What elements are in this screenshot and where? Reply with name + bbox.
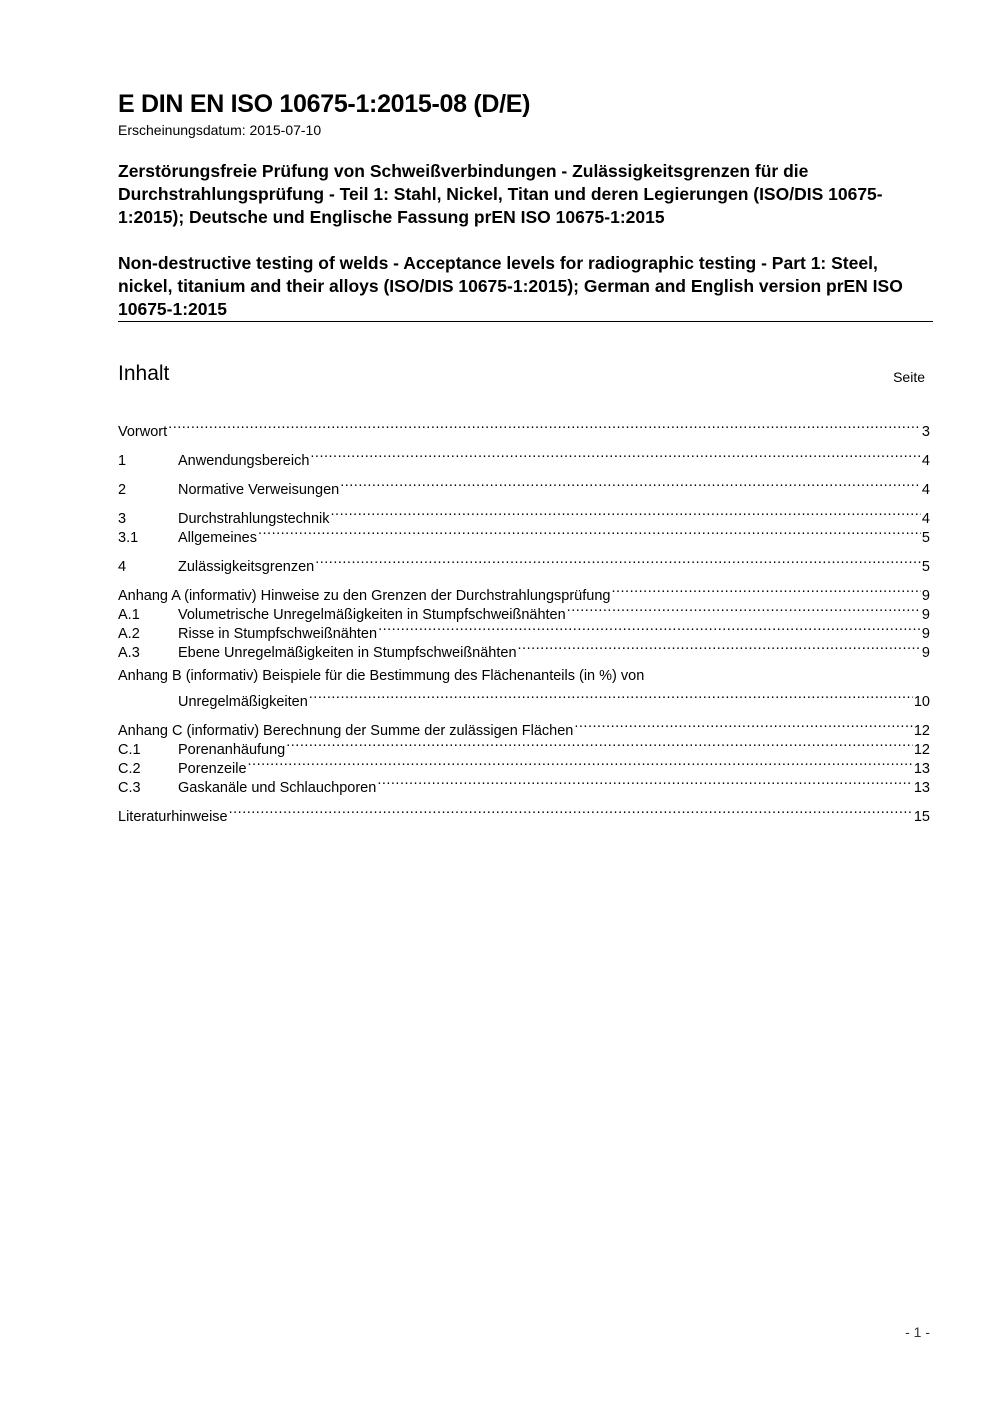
title-german: Zerstörungsfreie Prüfung von Schweißverbindungen - Zulässigkeitsgrenzen für die Durchstrahlungsprüfung - Teil 1: Stahl, Nickel, Titan und deren Legierungen (ISO/DIS 10675-1:2015); Deutsche und Englische Fassung prEN ISO 10675-1:2015 [118, 161, 883, 227]
toc-entry-number: 3 [118, 511, 127, 527]
toc-entry-page: 5 [921, 559, 930, 575]
toc-entry-text: Anhang A (informativ) Hinweise zu den Grenzen der Durchstrahlungsprüfung [118, 588, 611, 604]
toc-entry-literatur[interactable] [118, 802, 930, 827]
toc-leader [229, 802, 913, 821]
toc-entry-text: Anwendungsbereich [178, 453, 310, 469]
toc-leader [378, 619, 921, 638]
toc-entry-text: Zulässigkeitsgrenzen [178, 559, 315, 575]
toc-entry-text: Volumetrische Unregelmäßigkeiten in Stumpfschweißnähten [178, 607, 566, 623]
toc-leader [168, 417, 921, 436]
toc-leader [331, 504, 921, 523]
toc-leader [286, 735, 913, 754]
toc-entry-page: 9 [921, 645, 930, 661]
toc-entry-page: 12 [913, 742, 930, 758]
toc-entry-number: 2 [118, 482, 127, 498]
toc-entry-number: 3.1 [118, 530, 139, 546]
toc-entry-page: 10 [913, 694, 930, 710]
toc-entry-text: Durchstrahlungstechnik [178, 511, 330, 527]
toc-entry-page: 4 [921, 511, 930, 527]
toc-entry-number: C.2 [118, 761, 141, 777]
toc-entry-number: C.3 [118, 780, 141, 796]
toc-entry-text: Anhang C (informativ) Berechnung der Summe der zulässigen Flächen [118, 723, 574, 739]
toc-entry-number: A.3 [118, 645, 140, 661]
toc-heading: Inhalt [118, 362, 170, 385]
toc-leader [518, 638, 921, 657]
publication-date: Erscheinungsdatum: 2015-07-10 [118, 122, 322, 138]
toc-page-label: Seite [893, 369, 925, 385]
toc-entry-number: 4 [118, 559, 127, 575]
toc-entry-2[interactable] [118, 475, 930, 500]
toc-entry-page: 15 [913, 809, 930, 825]
toc-leader [310, 446, 921, 465]
document-id: E DIN EN ISO 10675-1:2015-08 (D/E) [118, 90, 531, 118]
toc-entry-vorwort[interactable] [118, 417, 930, 442]
toc-entry-number: C.1 [118, 742, 141, 758]
toc-entry-number: A.1 [118, 607, 140, 623]
toc-entry-4[interactable] [118, 552, 930, 577]
toc-entry-text: Normative Verweisungen [178, 482, 340, 498]
toc-leader [315, 552, 921, 571]
toc-leader [611, 581, 920, 600]
toc-entry-page: 4 [921, 453, 930, 469]
toc-entry-text: Vorwort [118, 424, 168, 440]
toc-entry-text: Allgemeines [178, 530, 257, 546]
toc-entry-page: 9 [921, 626, 930, 642]
toc-entry-page: 4 [921, 482, 930, 498]
title-english: Non-destructive testing of welds - Acceptance levels for radiographic testing - Part 1: Steel, nickel, titanium and their alloys (ISO/DIS 10675-1:2015); German and English version prEN ISO 10675-1:2015 [118, 253, 903, 319]
toc-entry-text: Porenanhäufung [178, 742, 286, 758]
toc-entry-text: Porenzeile [178, 761, 247, 777]
toc-entry-a-3[interactable] [118, 638, 930, 663]
toc-entry-page: 12 [913, 723, 930, 739]
toc-entry-3-1[interactable] [118, 523, 930, 548]
toc-entry-page: 9 [921, 588, 930, 604]
page-number: - 1 - [905, 1324, 930, 1340]
toc-entry-text: Ebene Unregelmäßigkeiten in Stumpfschweißnähten [178, 645, 517, 661]
toc-entry-text: Unregelmäßigkeiten [178, 694, 308, 710]
toc-leader [574, 716, 912, 735]
toc-leader [567, 600, 921, 619]
toc-entry-1[interactable] [118, 446, 930, 471]
toc-entry-page: 3 [921, 424, 930, 440]
toc-entry-text: Gaskanäle und Schlauchporen [178, 780, 377, 796]
toc-leader [340, 475, 921, 494]
toc-entry-page: 5 [921, 530, 930, 546]
toc-entry-page: 9 [921, 607, 930, 623]
toc-leader [377, 773, 913, 792]
toc-leader [258, 523, 921, 542]
toc-entry-annex-b-cont[interactable] [118, 687, 930, 712]
toc-entry-page: 13 [913, 761, 930, 777]
toc-entry-number: A.2 [118, 626, 140, 642]
toc-leader [248, 754, 913, 773]
toc-entry-text: Risse in Stumpfschweißnähten [178, 626, 378, 642]
toc-entry-annex-b[interactable]: Anhang B (informativ) Beispiele für die Bestimmung des Flächenanteils (in %) von [118, 668, 645, 684]
toc-leader [309, 687, 913, 706]
toc-entry-number: 1 [118, 453, 127, 469]
toc-entry-text: Literaturhinweise [118, 809, 228, 825]
header-divider [118, 321, 933, 322]
toc-entry-page: 13 [913, 780, 930, 796]
toc-entry-c-3[interactable] [118, 773, 930, 798]
